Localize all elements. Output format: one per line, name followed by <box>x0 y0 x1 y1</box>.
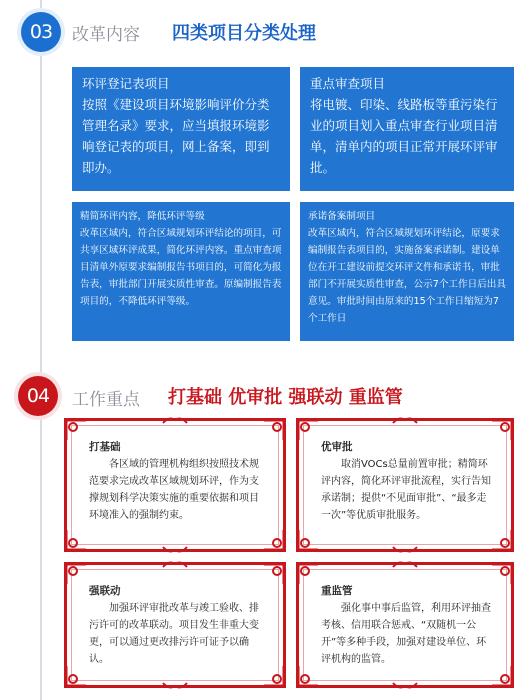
corner-ornament-icon <box>296 664 320 688</box>
category-box-commitment <box>300 202 514 341</box>
category-box-title: 环评登记表项目 <box>82 76 170 91</box>
section-3-headline: 四类项目分类处理 <box>172 23 316 44</box>
section-3-number: 03 <box>29 21 53 43</box>
focus-frame-supervision <box>296 562 514 688</box>
corner-ornament-icon <box>64 528 88 552</box>
scroll-ornament-icon <box>392 682 418 690</box>
category-box-title: 精简环评内容，降低环评等级 <box>80 211 205 222</box>
focus-frame-title: 强联动 <box>89 585 121 597</box>
scroll-ornament-icon <box>162 416 188 424</box>
focus-frame-body: 强化事中事后监管，利用环评抽查考核、信用联合惩戒、“双随机一公开”等多种手段，加强对建设单位、环评机构的监管。 <box>321 603 491 665</box>
corner-ornament-icon <box>490 528 514 552</box>
corner-ornament-icon <box>296 562 320 586</box>
scroll-ornament-icon <box>392 416 418 424</box>
category-box-body: 改革区域内，符合区域规划环评结论，原要求编制报告表项目的，实施备案承诺制。建设单位在开工建设前提交环评文件和承诺书，审批部门不开展实质性审查，公示7个工作日后出具意见。审批时间由原来的15个工作日缩短为7个工作日 <box>308 228 506 324</box>
corner-ornament-icon <box>262 562 286 586</box>
corner-ornament-icon <box>64 664 88 688</box>
focus-frame-title: 优审批 <box>321 441 353 453</box>
scroll-ornament-icon <box>162 546 188 554</box>
section-3-number-badge <box>21 12 61 52</box>
corner-ornament-icon <box>296 528 320 552</box>
focus-frame-foundation <box>64 418 286 552</box>
section-4-number-badge <box>18 376 58 416</box>
corner-ornament-icon <box>262 418 286 442</box>
corner-ornament-icon <box>64 562 88 586</box>
category-box-title: 承诺备案制项目 <box>308 211 376 222</box>
focus-frame-approval <box>296 418 514 552</box>
section-4-number: 04 <box>26 385 50 407</box>
corner-ornament-icon <box>64 418 88 442</box>
scroll-ornament-icon <box>162 560 188 568</box>
corner-ornament-icon <box>296 418 320 442</box>
scroll-ornament-icon <box>392 546 418 554</box>
corner-ornament-icon <box>262 664 286 688</box>
scroll-ornament-icon <box>162 682 188 690</box>
focus-frame-title: 重监管 <box>321 585 353 597</box>
focus-frame-body: 取消VOCs总量前置审批；精简环评内容，简化环评审批流程，实行告知承诺制；提供“不见面审批”、“最多走一次”等优质审批服务。 <box>321 459 491 521</box>
corner-ornament-icon <box>490 664 514 688</box>
timeline-line <box>40 0 42 700</box>
section-4-title: 工作重点 <box>72 390 140 410</box>
focus-frame-title: 打基础 <box>89 441 121 453</box>
category-box-simplified <box>72 202 290 341</box>
corner-ornament-icon <box>490 418 514 442</box>
corner-ornament-icon <box>490 562 514 586</box>
category-box-body: 将电镀、印染、线路板等重污染行业的项目划入重点审查行业项目清单，清单内的项目正常开展环评审批。 <box>310 97 498 175</box>
category-box-title: 重点审查项目 <box>310 76 386 91</box>
focus-frame-body: 加强环评审批改革与竣工验收、排污许可的改革联动。项目发生非重大变更，可以通过更改排污许可证予以确认。 <box>89 603 259 665</box>
section-4-headline: 打基础 优审批 强联动 重监管 <box>168 387 403 408</box>
category-box-registration <box>72 67 290 191</box>
category-box-body: 改革区域内，符合区域规划环评结论的项目，可共享区域环评成果，简化环评内容。重点审查项目清单外原要求编制报告书项目的，可简化为报告表，审批部门开展实质性审查。原编制报告表项目的，不降低环评等级。 <box>80 228 282 307</box>
scroll-ornament-icon <box>392 560 418 568</box>
section-3-title: 改革内容 <box>72 25 140 45</box>
category-box-key-review <box>300 67 514 191</box>
focus-frame-body: 各区域的管理机构组织按照技术规范要求完成改革区域规划环评，作为支撑规划科学决策实施的重要依据和项目环境准入的强制约束。 <box>89 459 259 521</box>
focus-frame-linkage <box>64 562 286 688</box>
corner-ornament-icon <box>262 528 286 552</box>
category-box-body: 按照《建设项目环境影响评价分类管理名录》要求，应当填报环境影响登记表的项目，网上备案，即到即办。 <box>82 97 270 175</box>
